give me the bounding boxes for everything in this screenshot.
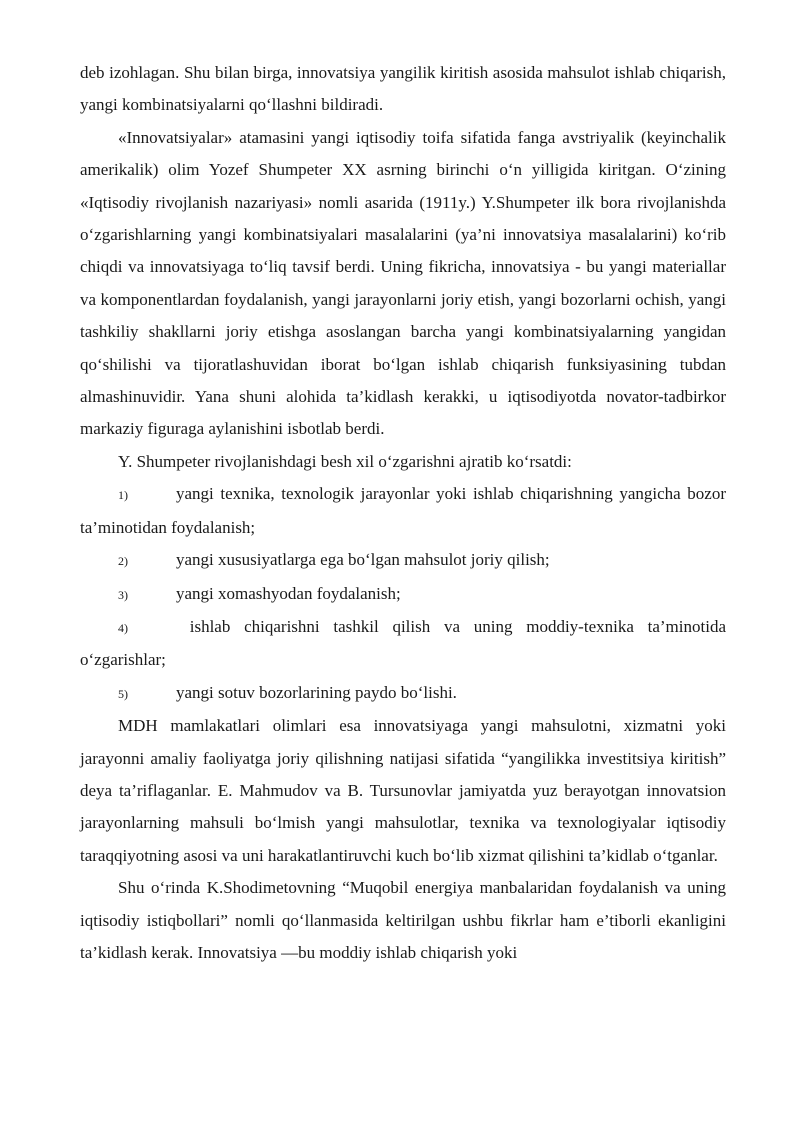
list-text: yangi sotuv bozorlarining paydo bo‘lishi. [176,682,457,702]
list-item [80,611,726,677]
paragraph-shodimetov: Shu o‘rinda K.Shodimetovning “Muqobil energiya manbalaridan foydalanish va uning iqtisodiy istiqbollari” nomli qo‘llanmasida keltirilgan ushbu fikrlar ham e’tiborli ekanligini ta’kidlash kerak. Innovatsiya —bu moddiy ishlab chiqarish yoki [80,878,726,962]
list-text: ishlab chiqarishni tashkil qilish va uning moddiy-texnika ta’minotida o‘zgarishlar; [80,616,726,670]
list-text: yangi texnika, texnologik jarayonlar yoki ishlab chiqarishning yangicha bozor ta’minotidan foydalanish; [80,484,726,537]
changes-list [80,478,726,710]
list-item [80,478,726,544]
paragraph-shumpeter: «Innovatsiyalar» atamasini yangi iqtisodiy toifa sifatida fanga avstriyalik (keyinchalik amerikalik) olim Yozef Shumpeter XX asrning birinchi o‘n yilligida kiritgan. O‘zining «Iqtisodiy rivojlanish nazariyasi» nomli asarida (1911y.) Y.Shumpeter ilk bora rivojlanishda o‘zgarishlarning yangi kombinatsiyalari masalalarini (ya’ni innovatsiya masalalarini) ko‘rib chiqdi va innovatsiyaga to‘liq tavsif berdi. Uning fikricha, innovatsiya - bu yangi materiallar va komponentlardan foydalanish, yangi jarayonlarni joriy etish, yangi bozorlarni ochish, yangi tashkiliy shakllarni joriy etishga asoslangan barcha yangi kombinatsiyalarning yangidan qo‘shilishi va tijoratlashuvidan iborat bo‘lgan ishlab chiqarish funksiyasining tubdan almashinuvidir. Yana shuni alohida ta’kidlash kerakki, u iqtisodiyotda novator-tadbirkor markaziy figuraga aylanishini isbotlab berdi. [80,127,726,439]
document-page [80,57,726,969]
list-number: 5) [118,686,128,701]
list-text: yangi xomashyodan foydalanish; [176,583,401,603]
list-text: yangi xususiyatlarga ega bo‘lgan mahsulot joriy qilish; [176,550,550,570]
list-number: 4) [118,620,128,635]
list-number: 1) [118,488,128,503]
list-number: 2) [118,554,128,569]
paragraph-list-intro: Y. Shumpeter rivojlanishdagi besh xil o‘zgarishni ajratib ko‘rsatdi: [118,451,572,471]
paragraph-intro: deb izohlagan. Shu bilan birga, innovatsiya yangilik kiritish asosida mahsulot ishlab chiqarish, yangi kombinatsiyalarni qo‘llashni bildiradi. [80,63,726,115]
list-item [80,544,726,577]
list-item [80,578,726,611]
list-item [80,677,726,710]
paragraph-mdh: MDH mamlakatlari olimlari esa innovatsiyaga yangi mahsulotni, xizmatni yoki jarayonni amaliy faoliyatga joriy qilishning natijasi sifatida “yangilikka investitsiya kiritish” deya ta’riflaganlar. E. Mahmudov va B. Tursunovlar jamiyatda yuz berayotgan innovatsion jarayonlarning mahsuli bo‘lmish yangi mahsulotlar, texnika va texnologiyalar iqtisodiy taraqqiyotning asosi va uni harakatlantiruvchi kuch bo‘lib xizmat qilishini ta’kidlab o‘tganlar. [80,716,726,865]
list-number: 3) [118,587,128,602]
